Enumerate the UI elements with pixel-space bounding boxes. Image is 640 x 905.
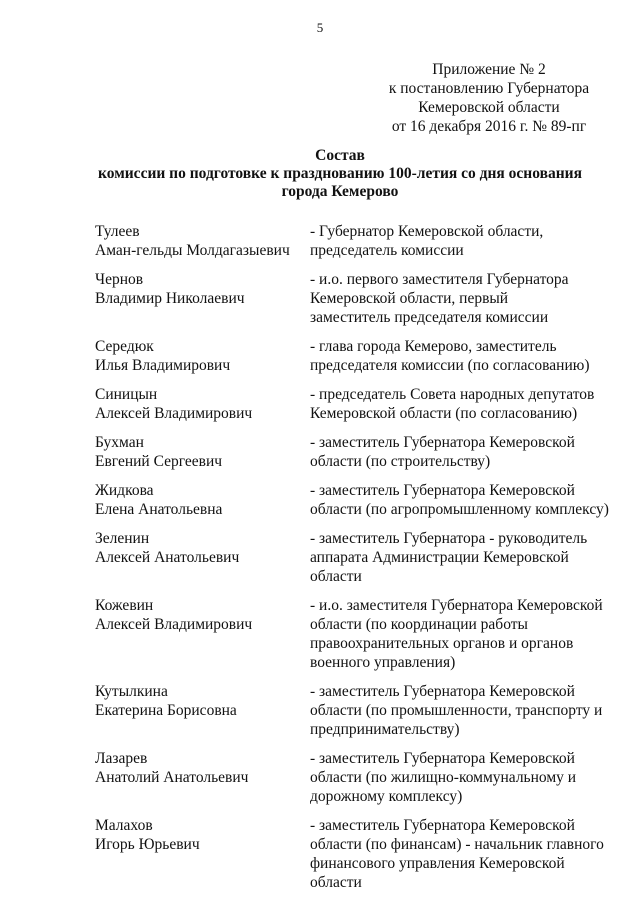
member-name-line: Алексей Владимирович <box>95 616 253 633</box>
member-role <box>310 682 610 739</box>
member-name-line: Кожевин <box>95 597 154 614</box>
member-role <box>310 816 610 892</box>
member-name-line: Кутылкина <box>95 683 168 700</box>
member-role-line: - заместитель Губернатора Кемеровской <box>310 482 575 499</box>
member-name <box>95 596 305 634</box>
member-role-line: - заместитель Губернатора - руководитель <box>310 530 588 547</box>
member-row <box>0 529 640 586</box>
member-name-line: Анатолий Анатольевич <box>95 769 249 786</box>
member-name <box>95 682 305 720</box>
appendix-header <box>384 60 594 136</box>
members-list <box>0 222 640 902</box>
member-role-line: области (по финансам) - начальник главного <box>310 836 604 853</box>
member-role-line: заместитель председателя комиссии <box>310 309 549 326</box>
member-row <box>0 337 640 375</box>
member-name-line: Аман-гельды Молдагазыевич <box>95 242 290 259</box>
member-role-line: - заместитель Губернатора Кемеровской <box>310 750 575 767</box>
member-role-line: - Губернатор Кемеровской области, <box>310 223 544 240</box>
member-row <box>0 270 640 327</box>
member-role-line: Кемеровской области, первый <box>310 290 509 307</box>
member-name <box>95 749 305 787</box>
member-row <box>0 222 640 260</box>
member-role-line: - заместитель Губернатора Кемеровской <box>310 434 575 451</box>
member-role <box>310 529 610 586</box>
member-role-line: - председатель Совета народных депутатов <box>310 386 595 403</box>
appendix-line: к постановлению Губернатора <box>388 80 590 97</box>
member-name-line: Игорь Юрьевич <box>95 836 200 853</box>
member-name-line: Елена Анатольевна <box>95 501 223 518</box>
member-role-line: области (по координации работы <box>310 616 528 633</box>
member-role-line: - и.о. первого заместителя Губернатора <box>310 271 569 288</box>
title-line: Состав <box>315 147 365 164</box>
member-role <box>310 433 610 471</box>
member-row <box>0 682 640 739</box>
member-name <box>95 529 305 567</box>
member-name <box>95 816 305 854</box>
member-role <box>310 270 610 327</box>
member-role-line: области (по строительству) <box>310 453 491 470</box>
member-name <box>95 222 305 260</box>
member-role-line: военного управления) <box>310 654 456 671</box>
member-role <box>310 481 610 519</box>
member-role-line: области (по жилищно-коммунальному и <box>310 769 577 786</box>
member-role-line: правоохранительных органов и органов <box>310 635 574 652</box>
title-line: комиссии по подготовке к празднованию 100-летия со дня основания <box>98 165 582 182</box>
member-name <box>95 481 305 519</box>
member-role-line: области <box>310 874 362 891</box>
member-role-line: Кемеровской области (по согласованию) <box>310 405 578 422</box>
member-row <box>0 385 640 423</box>
member-role-line: дорожному комплексу) <box>310 788 463 805</box>
member-role-line: области <box>310 568 362 585</box>
member-role-line: - и.о. заместителя Губернатора Кемеровской <box>310 597 603 614</box>
member-row <box>0 481 640 519</box>
member-role-line: председатель комиссии <box>310 242 464 259</box>
appendix-line: Кемеровской области <box>418 99 560 116</box>
member-name <box>95 385 305 423</box>
member-role <box>310 596 610 672</box>
member-role <box>310 385 610 423</box>
page-number: 5 <box>316 20 324 35</box>
member-name-line: Владимир Николаевич <box>95 290 245 307</box>
member-role-line: финансового управления Кемеровской <box>310 855 565 872</box>
title-line: города Кемерово <box>281 183 399 200</box>
member-role <box>310 337 610 375</box>
member-name-line: Чернов <box>95 271 144 288</box>
member-role <box>310 222 610 260</box>
document-title <box>60 147 620 201</box>
member-role-line: области (по агропромышленному комплексу) <box>310 501 609 518</box>
member-name-line: Евгений Сергеевич <box>95 453 223 470</box>
member-role-line: - заместитель Губернатора Кемеровской <box>310 817 575 834</box>
member-name-line: Лазарев <box>95 750 148 767</box>
member-name-line: Илья Владимирович <box>95 357 231 374</box>
member-role-line: - глава города Кемерово, заместитель <box>310 338 557 355</box>
appendix-line: Приложение № 2 <box>432 61 546 78</box>
member-name-line: Жидкова <box>95 482 154 499</box>
member-name <box>95 337 305 375</box>
member-name <box>95 433 305 471</box>
member-role-line: аппарата Администрации Кемеровской <box>310 549 569 566</box>
member-name-line: Зеленин <box>95 530 150 547</box>
member-row <box>0 816 640 892</box>
member-role-line: - заместитель Губернатора Кемеровской <box>310 683 575 700</box>
member-name-line: Екатерина Борисовна <box>95 702 237 719</box>
member-name <box>95 270 305 308</box>
member-row <box>0 433 640 471</box>
member-name-line: Алексей Владимирович <box>95 405 253 422</box>
member-row <box>0 749 640 806</box>
appendix-line: от 16 декабря 2016 г. № 89-пг <box>391 118 587 135</box>
member-role-line: предпринимательству) <box>310 721 460 738</box>
member-name-line: Бухман <box>95 434 144 451</box>
member-name-line: Синицын <box>95 386 158 403</box>
member-name-line: Середюк <box>95 338 154 355</box>
member-row <box>0 596 640 672</box>
member-role <box>310 749 610 806</box>
member-name-line: Малахов <box>95 817 153 834</box>
member-name-line: Алексей Анатольевич <box>95 549 240 566</box>
member-role-line: области (по промышленности, транспорту и <box>310 702 603 719</box>
member-name-line: Тулеев <box>95 223 140 240</box>
member-role-line: председателя комиссии (по согласованию) <box>310 357 590 374</box>
